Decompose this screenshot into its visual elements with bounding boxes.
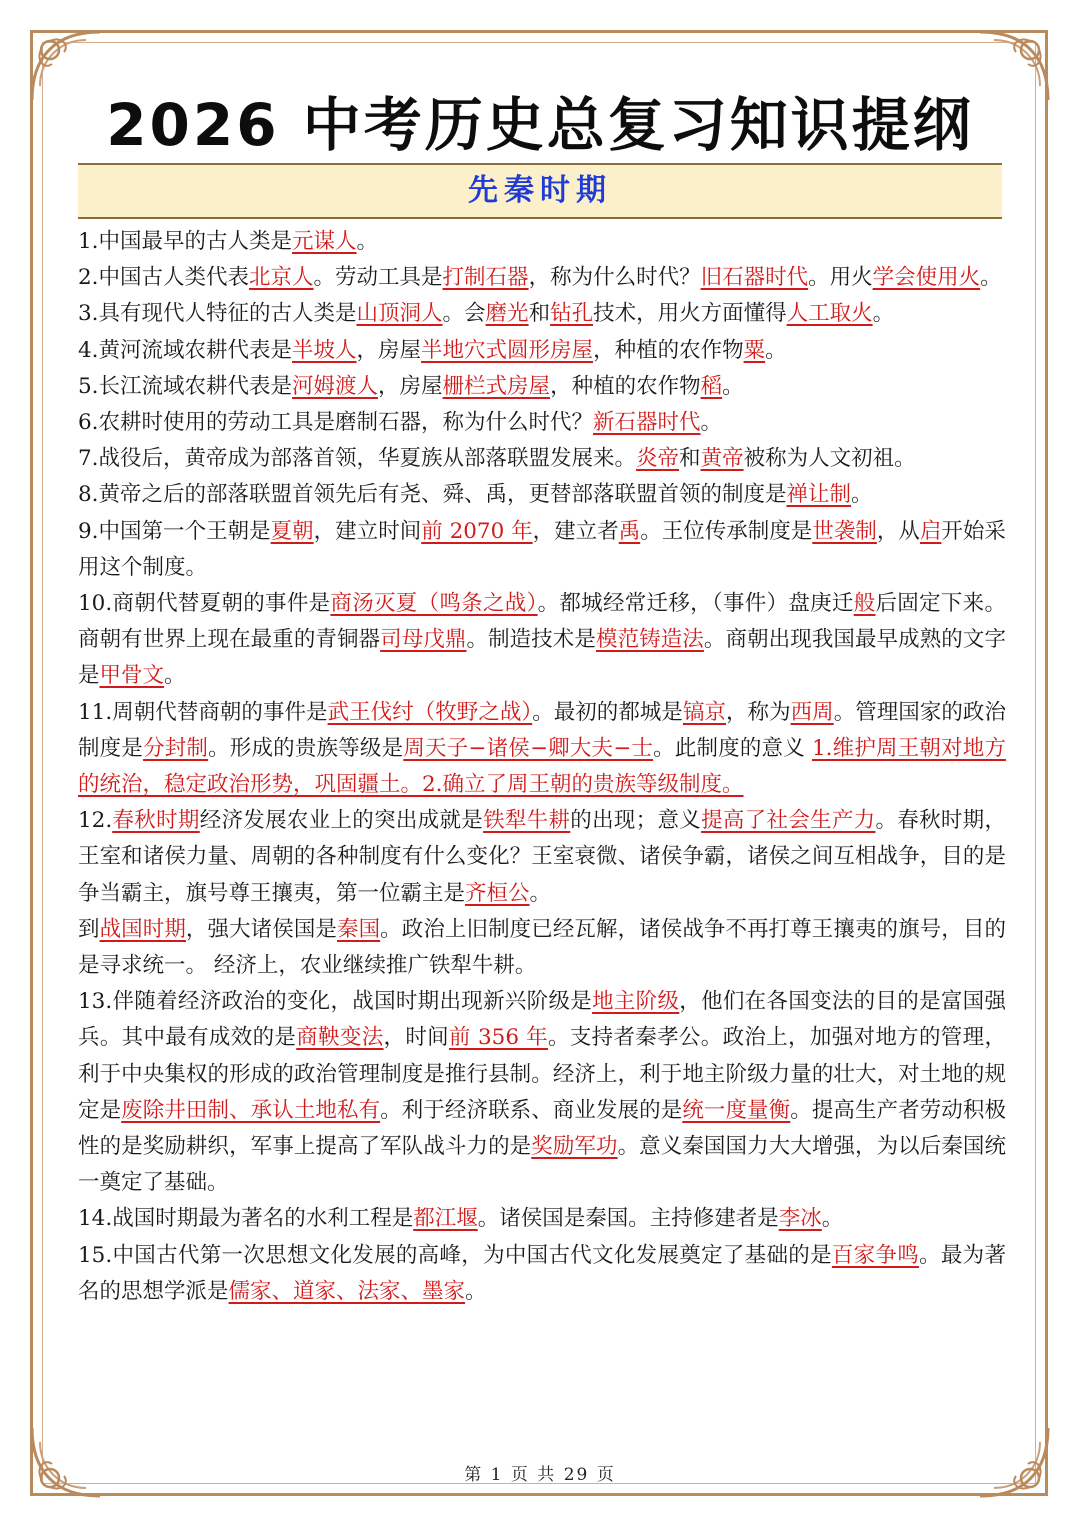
page-title: 2026 中考历史总复习知识提纲 xyxy=(106,91,974,159)
key-term: 奖励军功 xyxy=(531,1134,618,1160)
outline-item xyxy=(78,333,1006,369)
outline-text: 15.中国古代第一次思想文化发展的高峰，为中国古代文化发展奠定了基础的是 xyxy=(78,1242,832,1268)
key-term: 镐京 xyxy=(682,699,727,725)
key-term: 禹 xyxy=(618,518,641,544)
key-term: 半坡人 xyxy=(292,337,357,363)
outline-item xyxy=(78,984,1006,1201)
key-term: 周天子−诸侯−卿大夫−士 xyxy=(403,735,654,761)
outline-item xyxy=(78,260,1006,296)
outline-content xyxy=(78,224,1006,1310)
outline-text: 6.农耕时使用的劳动工具是磨制石器，称为什么时代？ xyxy=(78,410,594,436)
outline-text: 经济发展农业上的突出成就是 xyxy=(199,808,484,834)
key-term: 稻 xyxy=(700,373,723,399)
key-term: 前 2070 年 xyxy=(421,518,533,544)
key-term: 商鞅变法 xyxy=(296,1025,384,1051)
outline-text: 。劳动工具是 xyxy=(313,265,443,291)
outline-text: 9.中国第一个王朝是 xyxy=(78,518,271,544)
key-term: 世袭制 xyxy=(812,518,877,544)
key-term: 新石器时代 xyxy=(593,410,701,436)
outline-text: 。 xyxy=(872,301,895,327)
section-header: 先秦时期 xyxy=(78,163,1002,219)
key-term: 模范铸造法 xyxy=(595,627,704,653)
outline-text: ，房屋 xyxy=(378,373,443,399)
outline-text: 。 xyxy=(765,337,787,363)
key-term: 地主阶级 xyxy=(592,989,680,1015)
outline-text: 5.长江流域农耕代表是 xyxy=(78,373,293,399)
key-term: 粟 xyxy=(743,337,766,363)
page-number: 第 1 页 共 29 页 xyxy=(464,1465,616,1485)
outline-text: 的出现；意义 xyxy=(570,808,702,834)
outline-text: 。 xyxy=(722,373,744,399)
outline-text: 4.黄河流域农耕代表是 xyxy=(78,337,293,363)
outline-text: 。形成的贵族等级是 xyxy=(208,735,404,761)
outline-text: 。 xyxy=(851,482,873,508)
outline-text: ，时间 xyxy=(383,1025,449,1051)
outline-item xyxy=(78,224,1006,260)
outline-text: ，房屋 xyxy=(356,337,422,363)
key-term: 战国时期 xyxy=(99,916,186,942)
outline-item xyxy=(78,586,1006,695)
outline-text: 3.具有现代人特征的古人类是 xyxy=(78,301,357,327)
key-term: 西周 xyxy=(790,699,834,725)
key-term: 人工取火 xyxy=(786,301,873,327)
key-term: 打制石器 xyxy=(442,265,529,291)
outline-text: ，称为什么时代？ xyxy=(528,265,701,291)
key-term: 启 xyxy=(919,518,942,544)
key-term: 前 356 年 xyxy=(449,1025,548,1051)
key-term: 统一度量衡 xyxy=(682,1097,791,1123)
outline-text: 。都城经常迁移，（事件）盘庚迁 xyxy=(537,591,854,617)
key-term: 春秋时期 xyxy=(112,808,200,834)
key-term: 商汤灭夏（鸣条之战） xyxy=(330,591,538,617)
outline-text: 12. xyxy=(78,808,113,834)
key-term: 司母戊鼎 xyxy=(380,627,467,653)
outline-text: ，他们在各国变法的目的是富国强兵。其中最有成效的是 xyxy=(78,989,1006,1051)
outline-item xyxy=(78,405,1006,441)
outline-text: ，建立者 xyxy=(532,518,619,544)
outline-text: 10.商朝代替夏朝的事件是 xyxy=(78,591,331,617)
key-term: 百家争鸣 xyxy=(831,1242,920,1268)
outline-text: 11.周朝代替商朝的事件是 xyxy=(78,699,328,725)
outline-text: 7.战役后，黄帝成为部落首领，华夏族从部落联盟发展来。 xyxy=(78,446,637,472)
outline-text: 。最为著名的思想学派是 xyxy=(78,1242,1006,1304)
outline-text: 。会 xyxy=(442,301,486,327)
outline-text: 和 xyxy=(528,301,551,327)
outline-text: 开始采用这个制度。 xyxy=(78,518,1006,580)
key-term: 元谋人 xyxy=(292,229,357,254)
outline-text: 。提高生产者劳动积极性的是奖励耕织，军事上提高了军队战斗力的是 xyxy=(78,1097,1006,1160)
key-term: 北京人 xyxy=(249,265,314,291)
outline-text: 技术，用火方面懂得 xyxy=(593,301,787,327)
outline-text: 和 xyxy=(679,446,701,472)
outline-text: ，强大诸侯国是 xyxy=(185,916,337,942)
key-term: 夏朝 xyxy=(270,518,314,544)
key-term: 铁犁牛耕 xyxy=(483,808,571,834)
outline-text: 2.中国古人类代表 xyxy=(78,265,250,291)
outline-item xyxy=(78,1238,1006,1310)
key-term: 儒家、道家、法家、墨家 xyxy=(228,1278,466,1304)
outline-text: 。 xyxy=(700,410,723,436)
key-term: 齐桓公 xyxy=(465,880,530,906)
outline-item xyxy=(78,1201,1006,1237)
outline-text: 。 xyxy=(465,1278,487,1304)
outline-text: ，建立时间 xyxy=(313,518,422,544)
outline-text: 。用火 xyxy=(808,265,873,291)
outline-text: 。 xyxy=(980,265,1002,291)
outline-item xyxy=(78,369,1006,405)
key-term: 秦国 xyxy=(337,916,381,942)
key-term: 半地穴式圆形房屋 xyxy=(421,337,594,363)
key-term: 废除井田制、承认土地私有 xyxy=(121,1097,381,1123)
key-term: 武王伐纣（牧野之战） xyxy=(327,699,533,725)
key-term: 分封制 xyxy=(143,735,209,761)
outline-text: 。王位传承制度是 xyxy=(640,518,813,544)
outline-item xyxy=(78,296,1006,332)
outline-text: 后固定下来。商朝有世界上现在最重的青铜器 xyxy=(78,591,1006,653)
key-term: 磨光 xyxy=(485,301,529,327)
key-term: 河姆渡人 xyxy=(292,373,379,399)
key-term: 栅栏式房屋 xyxy=(442,373,551,399)
key-term: 黄帝 xyxy=(700,446,744,472)
outline-text: 。政治上旧制度已经瓦解，诸侯战争不再打尊王攘夷的旗号，目的是寻求统一。 经济上，农业继续推广铁犁牛耕。 xyxy=(78,916,1006,979)
outline-text: 被称为人文初祖。 xyxy=(743,446,916,472)
outline-text: 。意义秦国国力大大增强，为以后秦国统一奠定了基础。 xyxy=(78,1134,1006,1196)
outline-text: 1.中国最早的古人类是 xyxy=(78,229,293,254)
outline-text: ，种植的农作物 xyxy=(593,337,744,363)
key-term: 炎帝 xyxy=(636,446,680,472)
outline-text: 。 xyxy=(356,229,379,254)
outline-text: ，从 xyxy=(876,518,920,544)
key-term: 学会使用火 xyxy=(872,265,981,291)
outline-text: 。管理国家的政治制度是 xyxy=(78,699,1006,761)
outline-text: 8.黄帝之后的部落联盟首领先后有尧、舜、禹，更替部落联盟首领的制度是 xyxy=(78,482,787,508)
outline-text: 。春秋时期，王室和诸侯力量、周朝的各种制度有什么变化？王室衰微、诸侯争霸，诸侯之间互相战争，目的是争当霸主，旗号尊王攘夷，第一位霸主是 xyxy=(78,808,1006,906)
outline-item xyxy=(78,803,1006,912)
outline-item xyxy=(78,695,1006,804)
outline-text: 。此制度的意义 xyxy=(653,735,812,761)
outline-text: 。 xyxy=(529,880,552,906)
outline-text: 。制造技术是 xyxy=(466,627,596,653)
key-term: 李冰 xyxy=(778,1206,822,1232)
outline-text: 13.伴随着经济政治的变化，战国时期出现新兴阶级是 xyxy=(78,989,593,1015)
outline-text: 。 xyxy=(164,663,186,689)
outline-text: 。最初的都城是 xyxy=(532,699,683,725)
outline-text: 。商朝出现我国最早成熟的文字是 xyxy=(78,627,1006,689)
key-term: 1.维护周王朝对地方的统治，稳定政治形势，巩固疆土。2.确立了周王朝的贵族等级制度。 xyxy=(78,735,1006,798)
outline-text: ，种植的农作物 xyxy=(550,373,701,399)
outline-text: 14.战国时期最为著名的水利工程是 xyxy=(78,1206,414,1232)
key-term: 禅让制 xyxy=(786,482,852,508)
key-term: 钻孔 xyxy=(550,301,594,327)
outline-item xyxy=(78,441,1006,477)
outline-text: 。支持者秦孝公。政治上，加强对地方的管理，利于中央集权的形成的政治管理制度是推行县制。经济上，利于地主阶级力量的壮大，对土地的规定是 xyxy=(78,1025,1006,1123)
key-term: 都江堰 xyxy=(413,1206,478,1232)
outline-item xyxy=(78,912,1006,984)
key-term: 般 xyxy=(853,591,876,617)
outline-text: ，称为 xyxy=(726,699,791,725)
outline-text: 。诸侯国是秦国。主持修建者是 xyxy=(477,1206,779,1232)
outline-text: 到 xyxy=(78,916,100,942)
key-term: 山顶洞人 xyxy=(356,301,443,327)
outline-item xyxy=(78,514,1006,586)
key-term: 提高了社会生产力 xyxy=(701,808,876,834)
outline-text: 。 xyxy=(821,1206,844,1232)
outline-item xyxy=(78,477,1006,513)
outline-text: 。利于经济联系、商业发展的是 xyxy=(380,1097,683,1123)
key-term: 旧石器时代 xyxy=(700,265,809,291)
key-term: 甲骨文 xyxy=(99,663,165,689)
